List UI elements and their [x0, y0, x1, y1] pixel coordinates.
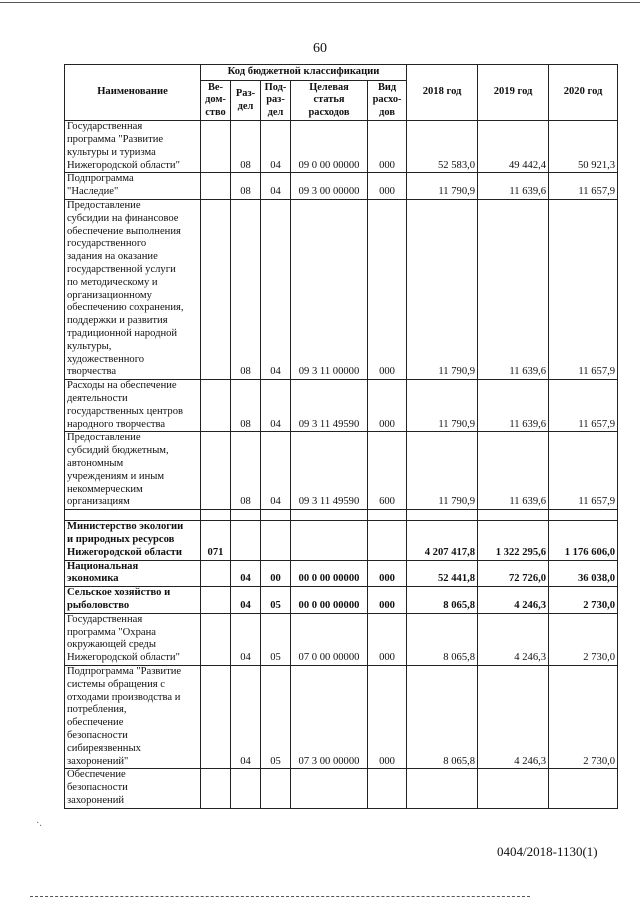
cell-target-article: 09 3 00 00000	[291, 173, 368, 200]
cell-2020: 50 921,3	[549, 121, 618, 173]
cell-expense-type: 600	[368, 432, 407, 510]
name-line: Подпрограмма	[67, 173, 134, 185]
header-podrazdel: Под- раз- дел	[261, 80, 291, 121]
cell-name	[65, 121, 201, 173]
cell-podrazdel: 05	[261, 587, 291, 614]
scan-mark: ·.	[36, 818, 42, 829]
cell-podrazdel: 04	[261, 200, 291, 380]
name-line: программа "Развитие	[67, 134, 164, 146]
name-line: государственной услуги	[67, 264, 176, 276]
name-line: Расходы на обеспечение	[67, 380, 177, 392]
name-line: организационному	[67, 289, 152, 301]
cell-podrazdel: 05	[261, 665, 291, 768]
spacer-cell	[231, 510, 261, 521]
name-line: некоммерческим	[67, 483, 143, 495]
cell-expense-type	[368, 769, 407, 808]
cell-podrazdel: 04	[261, 121, 291, 173]
cell-2019: 49 442,4	[478, 121, 549, 173]
name-line: обеспечение	[67, 717, 124, 729]
cell-name	[65, 587, 201, 614]
cell-target-article: 07 3 00 00000	[291, 665, 368, 768]
header-2020: 2020 год	[549, 65, 618, 121]
name-line: Предоставление	[67, 432, 141, 444]
cell-name	[65, 560, 201, 587]
cell-2020: 2 730,0	[549, 613, 618, 665]
name-line: творчества	[67, 366, 117, 378]
name-line: государственных центров	[67, 405, 183, 417]
cell-2018: 11 790,9	[407, 173, 478, 200]
cell-2019	[478, 769, 549, 808]
name-line: по методическому и	[67, 276, 158, 288]
cell-2020: 11 657,9	[549, 432, 618, 510]
cell-2018: 8 065,8	[407, 613, 478, 665]
cell-expense-type: 000	[368, 380, 407, 432]
cell-razdel: 08	[231, 173, 261, 200]
name-line: культуры,	[67, 340, 112, 352]
document-number: 0404/2018-1130(1)	[497, 844, 598, 859]
header-razdel: Раз- дел	[231, 80, 261, 121]
cell-2018: 8 065,8	[407, 665, 478, 768]
table-body	[65, 121, 618, 808]
cell-2020: 2 730,0	[549, 587, 618, 614]
name-line: Государственная	[67, 613, 143, 625]
name-line: безопасности	[67, 782, 128, 794]
name-line: и природных ресурсов	[67, 534, 175, 545]
name-line: художественного	[67, 353, 145, 365]
name-line: традиционной народной	[67, 328, 178, 340]
cell-razdel: 04	[231, 613, 261, 665]
name-line: обеспечению сохранения,	[67, 302, 184, 314]
cell-2018: 11 790,9	[407, 200, 478, 380]
cell-vedomstvo	[201, 121, 231, 173]
table-row	[65, 769, 618, 808]
cell-podrazdel	[261, 769, 291, 808]
cell-expense-type: 000	[368, 665, 407, 768]
cell-razdel: 04	[231, 587, 261, 614]
cell-razdel: 04	[231, 560, 261, 587]
table-row	[65, 613, 618, 665]
spacer-cell	[201, 510, 231, 521]
cell-expense-type: 000	[368, 200, 407, 380]
cell-expense-type: 000	[368, 613, 407, 665]
name-line: организациям	[67, 496, 130, 508]
cell-2020: 36 038,0	[549, 560, 618, 587]
cell-2020: 11 657,9	[549, 200, 618, 380]
spacer-cell	[549, 510, 618, 521]
cell-vedomstvo	[201, 173, 231, 200]
cell-name	[65, 769, 201, 808]
name-line: обеспечение выполнения	[67, 225, 181, 237]
cell-target-article: 07 0 00 00000	[291, 613, 368, 665]
spacer-cell	[291, 510, 368, 521]
name-line: культуры и туризма	[67, 146, 156, 158]
cell-razdel: 08	[231, 200, 261, 380]
cell-podrazdel: 04	[261, 173, 291, 200]
cell-expense-type: 000	[368, 173, 407, 200]
cell-2019: 4 246,3	[478, 613, 549, 665]
header-vedomstvo: Ве- дом- ство	[201, 80, 231, 121]
cell-target-article: 00 0 00 00000	[291, 587, 368, 614]
cell-name	[65, 613, 201, 665]
cell-target-article: 09 3 11 49590	[291, 432, 368, 510]
cell-vedomstvo	[201, 200, 231, 380]
spacer-cell	[407, 510, 478, 521]
spacer-cell	[368, 510, 407, 521]
name-line: Нижегородской области"	[67, 652, 180, 664]
cell-2019: 11 639,6	[478, 200, 549, 380]
cell-expense-type	[368, 521, 407, 560]
name-line: Государственная	[67, 121, 143, 133]
cell-target-article: 09 3 11 49590	[291, 380, 368, 432]
cell-razdel: 08	[231, 380, 261, 432]
scan-edge-bottom	[30, 896, 530, 897]
name-line: Подпрограмма "Развитие	[67, 665, 182, 677]
cell-2020	[549, 769, 618, 808]
cell-name	[65, 200, 201, 380]
name-line: государственного	[67, 238, 147, 250]
header-2018: 2018 год	[407, 65, 478, 121]
name-line: "Наследие"	[67, 186, 119, 198]
cell-2019: 11 639,6	[478, 380, 549, 432]
cell-vedomstvo	[201, 665, 231, 768]
name-line: экономика	[67, 573, 119, 585]
cell-razdel: 08	[231, 121, 261, 173]
page-number: 60	[313, 41, 327, 56]
cell-target-article: 09 3 11 00000	[291, 200, 368, 380]
header-name: Наименование	[65, 65, 201, 121]
cell-2020: 11 657,9	[549, 173, 618, 200]
table-row	[65, 432, 618, 510]
cell-target-article: 09 0 00 00000	[291, 121, 368, 173]
cell-2018: 52 441,8	[407, 560, 478, 587]
name-line: безопасности	[67, 729, 128, 741]
spacer-row	[65, 510, 618, 521]
cell-razdel: 08	[231, 432, 261, 510]
cell-podrazdel: 05	[261, 613, 291, 665]
cell-2020: 2 730,0	[549, 665, 618, 768]
name-line: Сельское хозяйство и	[67, 587, 171, 599]
cell-2019: 11 639,6	[478, 432, 549, 510]
name-line: сибиреязвенных	[67, 742, 141, 754]
cell-name	[65, 521, 201, 560]
spacer-cell	[65, 510, 201, 521]
header-target-article: Целевая статья расходов	[291, 80, 368, 121]
cell-expense-type: 000	[368, 560, 407, 587]
cell-name	[65, 173, 201, 200]
cell-2018: 11 790,9	[407, 432, 478, 510]
cell-target-article	[291, 521, 368, 560]
cell-vedomstvo: 071	[201, 521, 231, 560]
spacer-cell	[478, 510, 549, 521]
name-line: окружающей среды	[67, 639, 156, 651]
cell-2018: 52 583,0	[407, 121, 478, 173]
cell-razdel: 04	[231, 665, 261, 768]
cell-2020: 11 657,9	[549, 380, 618, 432]
name-line: захоронений"	[67, 755, 129, 767]
cell-name	[65, 380, 201, 432]
name-line: задания на оказание	[67, 251, 158, 263]
cell-target-article: 00 0 00 00000	[291, 560, 368, 587]
cell-2019: 4 246,3	[478, 587, 549, 614]
name-line: Нижегородской области	[67, 546, 182, 558]
name-line: Предоставление	[67, 200, 141, 212]
table-row	[65, 521, 618, 560]
name-line: Национальная	[67, 560, 139, 572]
cell-vedomstvo	[201, 380, 231, 432]
budget-table	[64, 64, 618, 809]
name-line: субсидий бюджетным,	[67, 445, 169, 457]
cell-2020: 1 176 606,0	[549, 521, 618, 560]
header-code-group: Код бюджетной классификации	[201, 65, 407, 81]
table-row	[65, 665, 618, 768]
table-row	[65, 380, 618, 432]
cell-podrazdel	[261, 521, 291, 560]
table-row	[65, 173, 618, 200]
cell-vedomstvo	[201, 613, 231, 665]
name-line: народного творчества	[67, 418, 166, 430]
cell-2018: 8 065,8	[407, 587, 478, 614]
scan-edge-top	[0, 2, 640, 3]
header-expense-type: Вид расхо- дов	[368, 80, 407, 121]
cell-podrazdel: 04	[261, 380, 291, 432]
cell-vedomstvo	[201, 587, 231, 614]
name-line: рыболовство	[67, 599, 130, 611]
cell-vedomstvo	[201, 432, 231, 510]
cell-razdel	[231, 521, 261, 560]
cell-podrazdel: 04	[261, 432, 291, 510]
name-line: деятельности	[67, 393, 128, 405]
cell-vedomstvo	[201, 560, 231, 587]
table-row	[65, 587, 618, 614]
name-line: отходами производства и	[67, 691, 181, 703]
cell-expense-type: 000	[368, 587, 407, 614]
name-line: Нижегородской области"	[67, 159, 180, 171]
cell-podrazdel: 00	[261, 560, 291, 587]
cell-2018: 4 207 417,8	[407, 521, 478, 560]
name-line: программа "Охрана	[67, 626, 156, 638]
name-line: захоронений	[67, 794, 125, 806]
cell-target-article	[291, 769, 368, 808]
cell-vedomstvo	[201, 769, 231, 808]
cell-name	[65, 665, 201, 768]
name-line: поддержки и развития	[67, 315, 168, 327]
spacer-cell	[261, 510, 291, 521]
cell-razdel	[231, 769, 261, 808]
cell-2019: 72 726,0	[478, 560, 549, 587]
name-line: автономным	[67, 458, 124, 470]
table-row	[65, 121, 618, 173]
header-2019: 2019 год	[478, 65, 549, 121]
cell-name	[65, 432, 201, 510]
cell-2018	[407, 769, 478, 808]
cell-2019: 11 639,6	[478, 173, 549, 200]
table-row	[65, 200, 618, 380]
name-line: Министерство экологии	[67, 521, 184, 533]
cell-2019: 4 246,3	[478, 665, 549, 768]
name-line: Обеспечение	[67, 769, 126, 781]
cell-2019: 1 322 295,6	[478, 521, 549, 560]
table-row	[65, 560, 618, 587]
name-line: субсидии на финансовое	[67, 212, 179, 224]
name-line: системы обращения с	[67, 678, 165, 690]
cell-2018: 11 790,9	[407, 380, 478, 432]
name-line: учреждениям и иным	[67, 470, 165, 482]
cell-expense-type: 000	[368, 121, 407, 173]
name-line: потребления,	[67, 704, 127, 716]
